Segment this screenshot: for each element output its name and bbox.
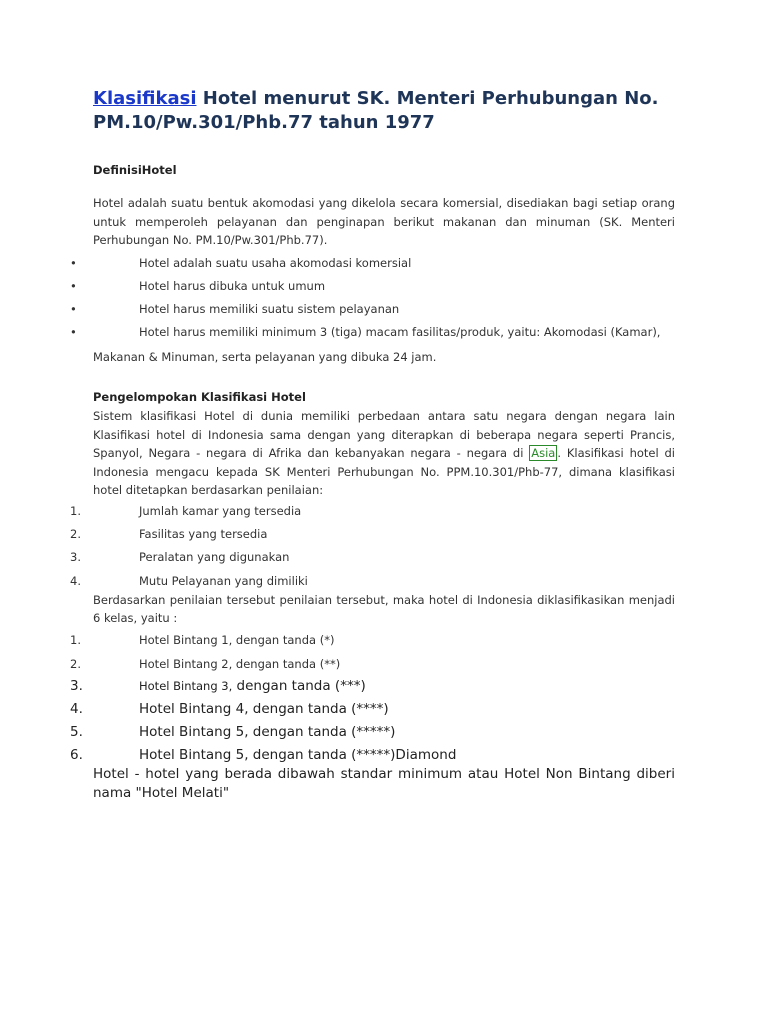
class-item — [0, 678, 768, 698]
paragraph-text: . Klasifikasi hotel di Indonesia mengacu kepada SK Menteri Perhubungan No. PPM.10.301/Phb-77, dimana klasifikasi hotel ditetapkan berdasarkan penilaian: — [93, 446, 675, 497]
list-number: 1. — [70, 633, 81, 647]
definisi-paragraph: Hotel adalah suatu bentuk akomodasi yang dikelola secara komersial, disediakan bagi setiap orang untuk memperoleh pelayanan dan penginapan berikut makanan dan minuman (SK. Menteri Perhubungan No. PM.10/Pw.301/Phb.77). — [93, 196, 675, 247]
class-text: Hotel Bintang 4, dengan tanda (****) — [139, 701, 389, 717]
bullet-item — [0, 325, 768, 345]
paragraph-text: Sistem klasifikasi Hotel di dunia memiliki perbedaan antara satu negara dengan negara lain Klasifikasi hotel di Indonesia sama dengan yang diterapkan di beberapa negara seperti Prancis, Spanyol, Negara - negara di Afrika dan kebanyakan negara - negara di — [93, 409, 675, 460]
bullet-continuation — [0, 350, 768, 370]
bullet-text: Hotel adalah suatu usaha akomodasi komersial — [139, 256, 412, 270]
bullet-mark: • — [70, 325, 77, 339]
bullet-item — [0, 302, 768, 322]
criteria-item — [0, 504, 768, 524]
criteria-text: Fasilitas yang tersedia — [139, 527, 268, 541]
list-number: 3. — [70, 550, 81, 564]
list-number: 6. — [70, 747, 83, 763]
pengelompokan-heading: Pengelompokan Klasifikasi Hotel — [93, 390, 306, 404]
class-item — [0, 701, 768, 721]
bullet-mark: • — [70, 256, 77, 270]
asia-link[interactable]: Asia — [531, 446, 556, 460]
criteria-item — [0, 550, 768, 570]
bullet-text: Hotel harus memiliki suatu sistem pelayanan — [139, 302, 400, 316]
bullet-mark: • — [70, 302, 77, 316]
list-number: 3. — [70, 678, 83, 694]
continuation-text: Makanan & Minuman, serta pelayanan yang dibuka 24 jam. — [93, 350, 437, 364]
bullet-text: Hotel harus memiliki minimum 3 (tiga) macam fasilitas/produk, yaitu: Akomodasi (Kamar), — [139, 325, 661, 339]
class-text: Hotel Bintang 5, dengan tanda (*****)Diamond — [139, 747, 457, 763]
class-text-big: dengan tanda (***) — [232, 678, 366, 694]
class-text: Hotel Bintang 5, dengan tanda (*****) — [139, 724, 396, 740]
bullet-text: Hotel harus dibuka untuk umum — [139, 279, 326, 293]
closing-paragraph: Hotel - hotel yang berada dibawah standar minimum atau Hotel Non Bintang diberi nama "Hotel Melati" — [93, 766, 675, 801]
definisi-heading: DefinisiHotel — [93, 163, 177, 177]
pengelompokan-paragraph — [93, 407, 675, 500]
criteria-text: Peralatan yang digunakan — [139, 550, 290, 564]
list-number: 2. — [70, 527, 81, 541]
criteria-item — [0, 527, 768, 547]
class-item — [0, 633, 768, 653]
list-number: 4. — [70, 574, 81, 588]
page-title — [93, 87, 693, 135]
class-text: Hotel Bintang 1, dengan tanda (*) — [139, 633, 335, 647]
criteria-text: Mutu Pelayanan yang dimiliki — [139, 574, 308, 588]
klasifikasi-link[interactable]: Klasifikasi — [93, 88, 197, 109]
title-text: Hotel menurut SK. Menteri Perhubungan No. PM.10/Pw.301/Phb.77 tahun 1977 — [93, 88, 659, 133]
class-text-small: Hotel Bintang 3, — [139, 679, 233, 693]
list-number: 4. — [70, 701, 83, 717]
class-item — [0, 724, 768, 744]
class-text — [139, 678, 366, 694]
bullet-item — [0, 256, 768, 276]
bullet-item — [0, 279, 768, 299]
after-criteria-paragraph: Berdasarkan penilaian tersebut penilaian tersebut, maka hotel di Indonesia diklasifikasikan menjadi 6 kelas, yaitu : — [93, 593, 675, 625]
list-number: 5. — [70, 724, 83, 740]
list-number: 2. — [70, 657, 81, 671]
class-text: Hotel Bintang 2, dengan tanda (**) — [139, 657, 341, 671]
criteria-text: Jumlah kamar yang tersedia — [139, 504, 302, 518]
list-number: 1. — [70, 504, 81, 518]
class-item — [0, 657, 768, 677]
class-item — [0, 747, 768, 767]
bullet-mark: • — [70, 279, 77, 293]
